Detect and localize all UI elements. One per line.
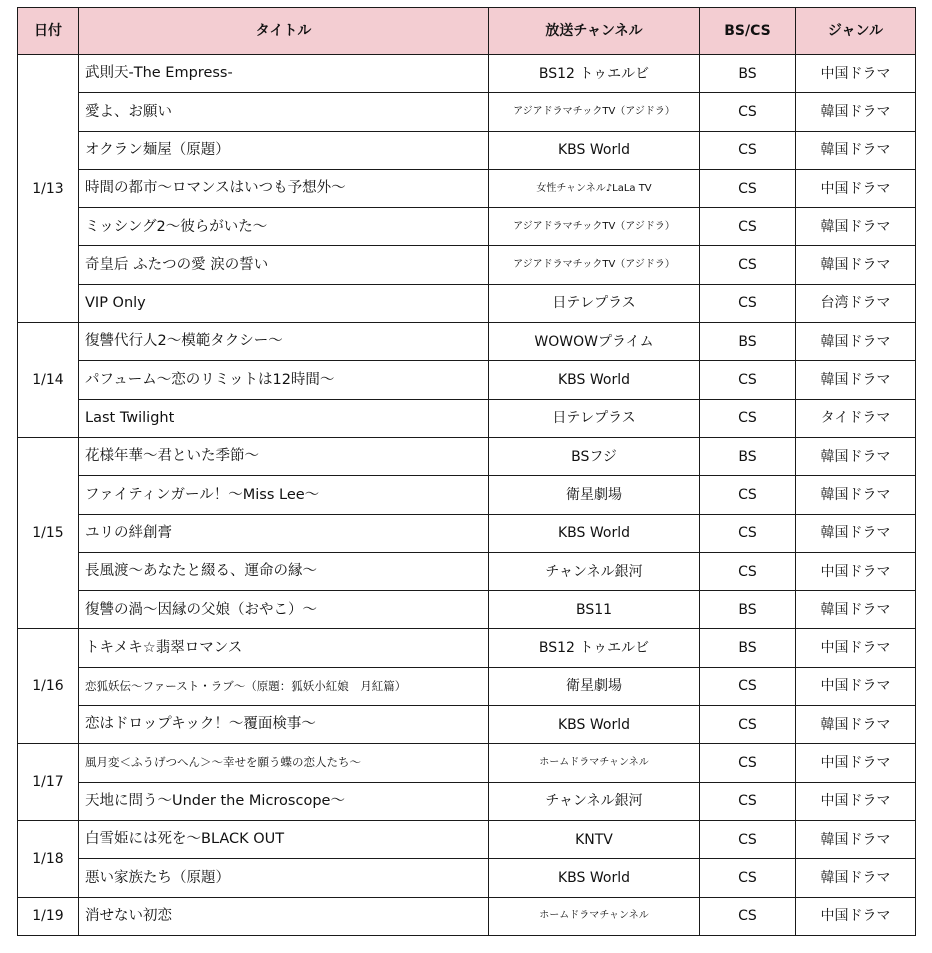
channel-cell: ホームドラマチャンネル	[489, 897, 700, 935]
channel-cell: WOWOWプライム	[489, 323, 700, 361]
channel-cell: ホームドラマチャンネル	[489, 744, 700, 782]
date-cell: 1/14	[18, 323, 79, 438]
bscs-cell: CS	[700, 476, 796, 514]
channel-cell: BSフジ	[489, 437, 700, 475]
bscs-cell: CS	[700, 93, 796, 131]
table-row	[18, 706, 916, 744]
title-cell: トキメキ☆翡翠ロマンス	[79, 629, 489, 667]
channel-cell: KBS World	[489, 859, 700, 897]
genre-cell: 韓国ドラマ	[796, 437, 916, 475]
title-cell: 花様年華～君といた季節～	[79, 437, 489, 475]
channel-cell: BS12 トゥエルビ	[489, 629, 700, 667]
genre-cell: 韓国ドラマ	[796, 476, 916, 514]
bscs-cell: CS	[700, 706, 796, 744]
header-date: 日付	[18, 8, 79, 55]
table-row	[18, 131, 916, 169]
table-row	[18, 859, 916, 897]
table-row	[18, 437, 916, 475]
date-cell: 1/19	[18, 897, 79, 935]
header-row	[18, 8, 916, 55]
bscs-cell: CS	[700, 859, 796, 897]
table-row	[18, 169, 916, 207]
genre-cell: 韓国ドラマ	[796, 323, 916, 361]
table-row	[18, 629, 916, 667]
genre-cell: 韓国ドラマ	[796, 859, 916, 897]
genre-cell: 韓国ドラマ	[796, 246, 916, 284]
channel-cell: アジアドラマチックTV（アジドラ）	[489, 208, 700, 246]
table-row	[18, 361, 916, 399]
table-row	[18, 476, 916, 514]
title-cell: オクラン麺屋（原題）	[79, 131, 489, 169]
channel-cell: KNTV	[489, 820, 700, 858]
bscs-cell: BS	[700, 629, 796, 667]
table-row	[18, 246, 916, 284]
genre-cell: 中国ドラマ	[796, 169, 916, 207]
bscs-cell: CS	[700, 169, 796, 207]
bscs-cell: CS	[700, 514, 796, 552]
genre-cell: 中国ドラマ	[796, 629, 916, 667]
genre-cell: 韓国ドラマ	[796, 361, 916, 399]
channel-cell: 衛星劇場	[489, 667, 700, 705]
table-row	[18, 782, 916, 820]
title-cell: 復讐の渦～因縁の父娘（おやこ）～	[79, 591, 489, 629]
table-body	[18, 55, 916, 936]
channel-cell: KBS World	[489, 706, 700, 744]
bscs-cell: CS	[700, 284, 796, 322]
table-row	[18, 667, 916, 705]
title-cell: ユリの絆創膏	[79, 514, 489, 552]
genre-cell: 中国ドラマ	[796, 552, 916, 590]
channel-cell: アジアドラマチックTV（アジドラ）	[489, 93, 700, 131]
bscs-cell: CS	[700, 897, 796, 935]
table-row	[18, 208, 916, 246]
title-cell: 長風渡～あなたと綴る、運命の縁～	[79, 552, 489, 590]
channel-cell: アジアドラマチックTV（アジドラ）	[489, 246, 700, 284]
genre-cell: 韓国ドラマ	[796, 131, 916, 169]
genre-cell: 韓国ドラマ	[796, 591, 916, 629]
bscs-cell: CS	[700, 131, 796, 169]
bscs-cell: CS	[700, 744, 796, 782]
table-row	[18, 820, 916, 858]
title-cell: 消せない初恋	[79, 897, 489, 935]
title-cell: 愛よ、お願い	[79, 93, 489, 131]
channel-cell: BS12 トゥエルビ	[489, 55, 700, 93]
table-row	[18, 514, 916, 552]
channel-cell: KBS World	[489, 131, 700, 169]
channel-cell: 日テレプラス	[489, 399, 700, 437]
title-cell: VIP Only	[79, 284, 489, 322]
bscs-cell: BS	[700, 55, 796, 93]
table-row	[18, 55, 916, 93]
genre-cell: 韓国ドラマ	[796, 93, 916, 131]
title-cell: 白雪姫には死を～BLACK OUT	[79, 820, 489, 858]
channel-cell: 日テレプラス	[489, 284, 700, 322]
date-cell: 1/17	[18, 744, 79, 821]
bscs-cell: CS	[700, 399, 796, 437]
table-row	[18, 284, 916, 322]
genre-cell: 台湾ドラマ	[796, 284, 916, 322]
schedule-table	[17, 7, 916, 936]
bscs-cell: CS	[700, 667, 796, 705]
bscs-cell: BS	[700, 323, 796, 361]
genre-cell: 中国ドラマ	[796, 782, 916, 820]
header-genre: ジャンル	[796, 8, 916, 55]
genre-cell: 中国ドラマ	[796, 744, 916, 782]
genre-cell: 韓国ドラマ	[796, 820, 916, 858]
table-row	[18, 399, 916, 437]
bscs-cell: CS	[700, 552, 796, 590]
date-cell: 1/13	[18, 55, 79, 323]
channel-cell: BS11	[489, 591, 700, 629]
header-channel: 放送チャンネル	[489, 8, 700, 55]
genre-cell: 韓国ドラマ	[796, 706, 916, 744]
title-cell: パフューム～恋のリミットは12時間～	[79, 361, 489, 399]
bscs-cell: BS	[700, 437, 796, 475]
title-cell: 風月変＜ふうげつへん＞～幸せを願う蝶の恋人たち～	[79, 744, 489, 782]
channel-cell: 女性チャンネル♪LaLa TV	[489, 169, 700, 207]
genre-cell: 中国ドラマ	[796, 897, 916, 935]
channel-cell: 衛星劇場	[489, 476, 700, 514]
bscs-cell: CS	[700, 361, 796, 399]
date-cell: 1/16	[18, 629, 79, 744]
table-row	[18, 591, 916, 629]
table-row	[18, 744, 916, 782]
title-cell: 復讐代行人2～模範タクシー～	[79, 323, 489, 361]
title-cell: ファイティンガール！～Miss Lee～	[79, 476, 489, 514]
bscs-cell: CS	[700, 820, 796, 858]
table-row	[18, 93, 916, 131]
channel-cell: チャンネル銀河	[489, 782, 700, 820]
title-cell: 恋狐妖伝～ファースト・ラブ～（原題：狐妖小紅娘 月紅篇）	[79, 667, 489, 705]
bscs-cell: CS	[700, 208, 796, 246]
genre-cell: 韓国ドラマ	[796, 208, 916, 246]
title-cell: 時間の都市～ロマンスはいつも予想外～	[79, 169, 489, 207]
title-cell: Last Twilight	[79, 399, 489, 437]
title-cell: 奇皇后 ふたつの愛 涙の誓い	[79, 246, 489, 284]
date-cell: 1/15	[18, 437, 79, 628]
title-cell: 武則天-The Empress-	[79, 55, 489, 93]
bscs-cell: BS	[700, 591, 796, 629]
title-cell: 天地に問う～Under the Microscope～	[79, 782, 489, 820]
genre-cell: 中国ドラマ	[796, 55, 916, 93]
bscs-cell: CS	[700, 782, 796, 820]
genre-cell: タイドラマ	[796, 399, 916, 437]
title-cell: 悪い家族たち（原題）	[79, 859, 489, 897]
date-cell: 1/18	[18, 820, 79, 897]
channel-cell: チャンネル銀河	[489, 552, 700, 590]
genre-cell: 韓国ドラマ	[796, 514, 916, 552]
table-row	[18, 552, 916, 590]
table-row	[18, 897, 916, 935]
genre-cell: 中国ドラマ	[796, 667, 916, 705]
header-title: タイトル	[79, 8, 489, 55]
header-bscs: BS/CS	[700, 8, 796, 55]
title-cell: 恋はドロップキック！～覆面検事～	[79, 706, 489, 744]
table-row	[18, 323, 916, 361]
title-cell: ミッシング2～彼らがいた～	[79, 208, 489, 246]
channel-cell: KBS World	[489, 514, 700, 552]
bscs-cell: CS	[700, 246, 796, 284]
channel-cell: KBS World	[489, 361, 700, 399]
